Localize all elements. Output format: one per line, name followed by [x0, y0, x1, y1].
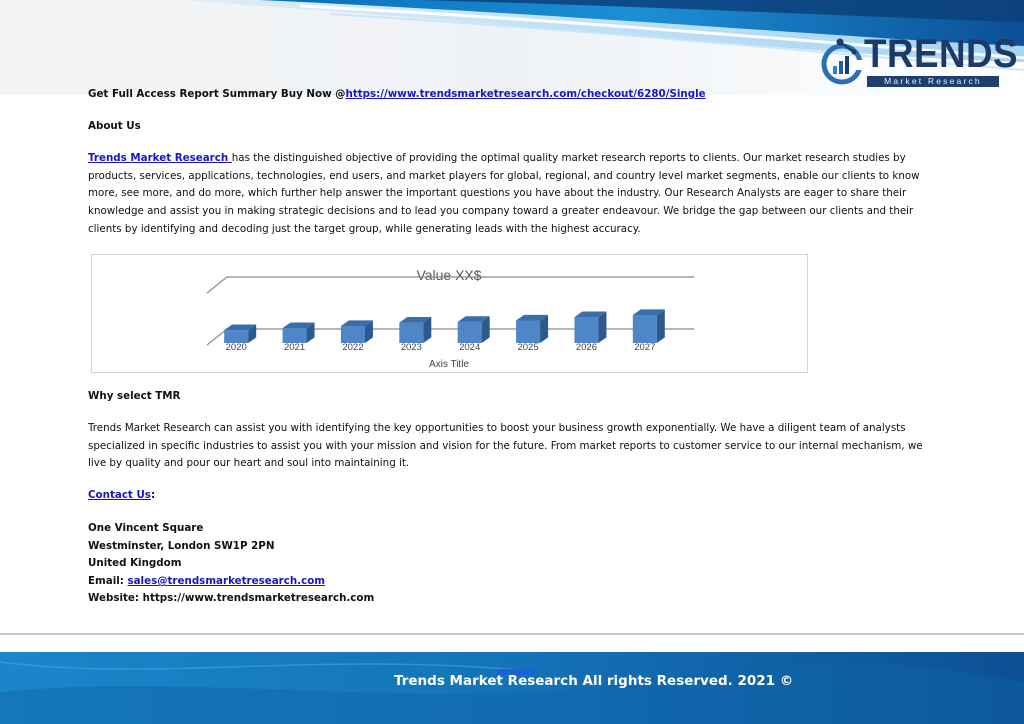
- x-tick-label: 2024: [459, 342, 481, 353]
- chart-bar: [458, 316, 490, 343]
- tmr-link[interactable]: Trends Market Research: [88, 152, 232, 164]
- footer-divider: [0, 633, 1024, 635]
- x-tick-label: 2027: [634, 342, 656, 353]
- why-heading: Why select TMR: [88, 390, 181, 402]
- address-line-3: United Kingdom: [88, 557, 182, 569]
- email-line: [88, 575, 325, 587]
- access-prefix: Get Full Access Report Summary Buy Now @: [88, 88, 346, 100]
- about-heading: About Us: [88, 120, 141, 132]
- x-tick-label: 2026: [575, 342, 598, 353]
- chart-ticks: [226, 342, 656, 353]
- x-tick-label: 2022: [342, 342, 364, 353]
- chart-bar: [633, 309, 665, 343]
- chart-grid: [207, 277, 694, 345]
- email-link[interactable]: sales@trendsmarketresearch.com: [127, 575, 326, 587]
- x-tick-label: 2025: [517, 342, 539, 353]
- x-tick-label: 2020: [225, 342, 247, 353]
- chart-bar: [283, 322, 315, 343]
- x-axis-title: Axis Title: [428, 359, 470, 370]
- logo-mark-icon: [820, 36, 866, 88]
- website-line: Website: https://www.trendsmarketresearch.com: [88, 592, 375, 604]
- chart-bar: [574, 311, 606, 343]
- contact-us-link[interactable]: Contact Us: [88, 489, 151, 501]
- contact-line: [88, 489, 155, 501]
- logo-tagline: Market Research: [867, 76, 999, 87]
- chart-bar: [516, 315, 548, 343]
- chart-title: Value XX$: [416, 267, 482, 283]
- chart-bar: [399, 317, 431, 343]
- logo-wordmark: TRENDS: [864, 32, 1019, 76]
- why-paragraph: Trends Market Research can assist you with identifying the key opportunities to boost your business growth exponentially. We have a diligent team of analysts specialized in specific industries to assist you with your mission and vision for the future. From market reports to customer service to our internal mechanism, we live by quality and pour our heart and soul into maintaining it.: [88, 422, 923, 470]
- chart-gridline-bottom: [207, 329, 694, 345]
- address-line-2: Westminster, London SW1P 2PN: [88, 540, 275, 552]
- email-label: Email:: [88, 575, 128, 587]
- checkout-link[interactable]: https://www.trendsmarketresearch.com/checkout/6280/Single: [345, 88, 706, 100]
- footer-copyright: Trends Market Research All rights Reserved. 2021 ©: [394, 673, 794, 689]
- contact-colon: :: [150, 489, 156, 501]
- chart-canvas: [92, 255, 807, 372]
- chart-bars: [224, 309, 665, 343]
- chart-bar: [224, 325, 256, 343]
- x-tick-label: 2021: [283, 342, 306, 353]
- address-line-1: One Vincent Square: [88, 522, 204, 534]
- about-body: has the distinguished objective of providing the optimal quality market research reports to clients. Our market research studies by products, services, applications, technologies, end users, and market players for global, regional, and country level market segments, enable our clients to know more, see more, and do more, which further help answer the important questions you have about the industry. Our Research Analysts are eager to share their knowledge and assist you in making strategic decisions and to lead you company toward a greater endeavour. We bridge the gap between our clients and their clients by identifying and decoding just the target group, while generating leads with the highest accuracy.: [88, 152, 920, 235]
- about-paragraph: [88, 150, 938, 239]
- company-logo: [820, 32, 1019, 90]
- chart-bar: [341, 320, 373, 343]
- x-tick-label: 2023: [400, 342, 422, 353]
- value-chart: [91, 254, 808, 373]
- access-line: [88, 88, 706, 100]
